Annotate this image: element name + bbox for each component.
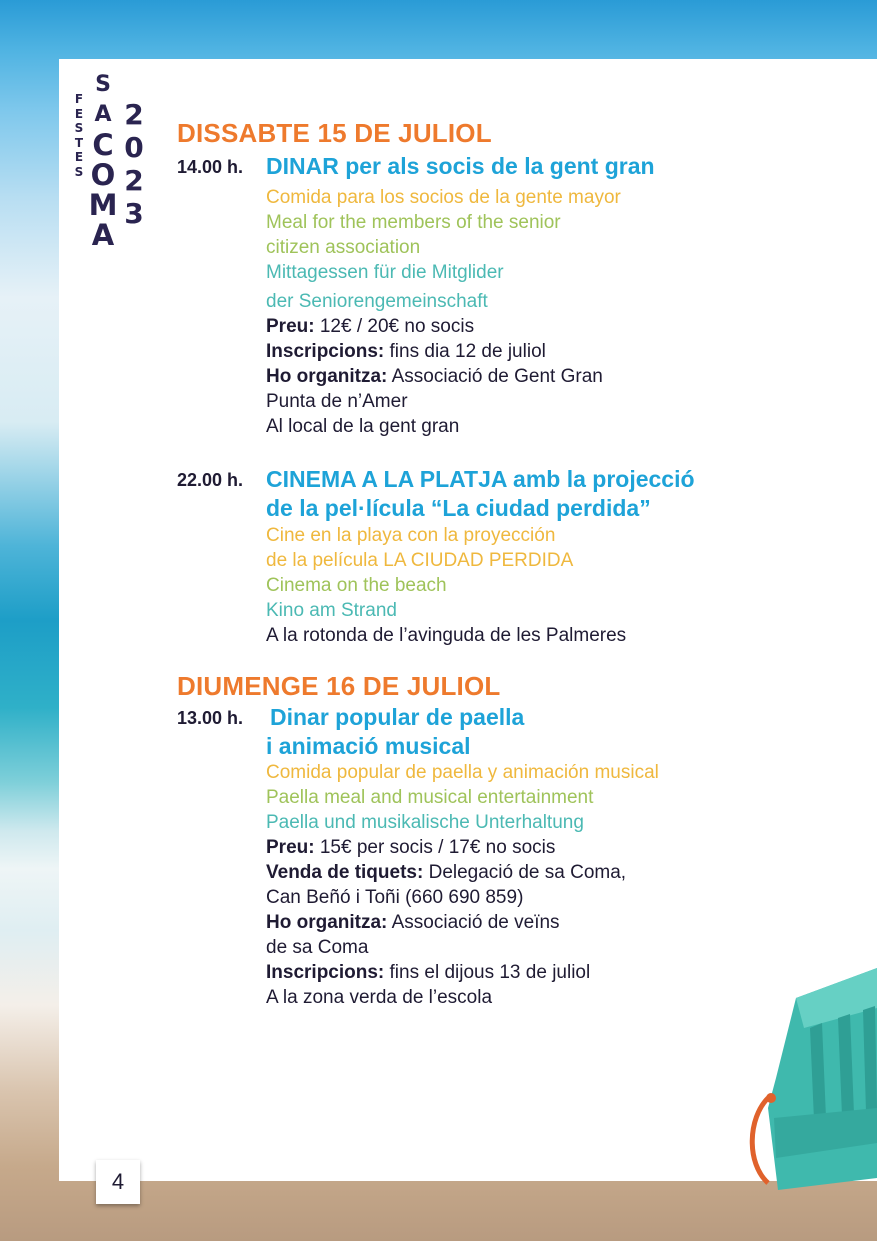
german-line: Kino am Strand <box>266 600 397 621</box>
registration-label: Inscripcions: <box>266 341 385 362</box>
price-value: 15€ per socis / 17€ no socis <box>314 837 556 858</box>
festes-sa-coma-logo <box>70 70 150 260</box>
logo-festes: F E S T E S <box>74 92 84 179</box>
event-time: 13.00 h. <box>177 708 244 728</box>
english-line: Paella meal and musical entertainment <box>266 787 594 808</box>
registration-line <box>266 960 590 985</box>
registration-value: fins dia 12 de juliol <box>384 341 546 362</box>
event-time: 14.00 h. <box>177 157 244 177</box>
price-line <box>266 314 474 339</box>
price-value: 12€ / 20€ no socis <box>314 316 475 337</box>
german-line: der Seniorengemeinschaft <box>266 291 488 312</box>
venue-line: A la zona verda de l’escola <box>266 987 493 1008</box>
german-line: Mittagessen für die Mitglider <box>266 262 504 283</box>
registration-label: Inscripcions: <box>266 962 385 983</box>
organizer-line-2: Punta de n’Amer <box>266 391 408 412</box>
event-title: DINAR per als socis de la gent gran <box>266 153 655 179</box>
english-line: citizen association <box>266 237 421 258</box>
organizer-line <box>266 910 560 935</box>
spanish-line: Comida popular de paella y animación musical <box>266 762 659 783</box>
day-heading: DIUMENGE 16 DE JULIOL <box>177 671 501 701</box>
organizer-label: Ho organitza: <box>266 366 388 387</box>
price-label: Preu: <box>266 837 315 858</box>
price-line <box>266 835 555 860</box>
page-number: 4 <box>96 1160 140 1204</box>
tickets-value: Delegació de sa Coma, <box>423 862 627 883</box>
event-time: 22.00 h. <box>177 470 244 490</box>
spanish-line: Comida para los socios de la gente mayor <box>266 187 621 208</box>
tickets-line-2: Can Beñó i Toñi (660 690 859) <box>266 887 524 908</box>
event-title: CINEMA A LA PLATJA amb la projecció <box>266 466 695 492</box>
organizer-value: Associació de Gent Gran <box>387 366 603 387</box>
organizer-line-2: de sa Coma <box>266 937 369 958</box>
organizer-value: Associació de veïns <box>387 912 560 933</box>
event-title: Dinar popular de paella <box>270 704 525 730</box>
logo-sa-coma: S A C O M A <box>88 72 118 252</box>
registration-value: fins el dijous 13 de juliol <box>384 962 591 983</box>
venue-line: Al local de la gent gran <box>266 416 460 437</box>
price-label: Preu: <box>266 316 315 337</box>
logo-year: 2 0 2 3 <box>124 98 144 230</box>
event-title-2: de la pel·lícula “La ciudad perdida” <box>266 495 651 521</box>
beach-bucket-icon <box>738 968 877 1208</box>
registration-line <box>266 339 546 364</box>
spanish-line: Cine en la playa con la proyección <box>266 525 556 546</box>
organizer-label: Ho organitza: <box>266 912 388 933</box>
organizer-line <box>266 364 603 389</box>
german-line: Paella und musikalische Unterhaltung <box>266 812 584 833</box>
event-title-2: i animació musical <box>266 733 471 759</box>
english-line: Cinema on the beach <box>266 575 447 596</box>
tickets-label: Venda de tiquets: <box>266 862 424 883</box>
english-line: Meal for the members of the senior <box>266 212 561 233</box>
spanish-line: de la película LA CIUDAD PERDIDA <box>266 550 574 571</box>
day-heading: DISSABTE 15 DE JULIOL <box>177 118 492 148</box>
venue-line: A la rotonda de l’avinguda de les Palmeres <box>266 625 627 646</box>
tickets-line <box>266 860 626 885</box>
